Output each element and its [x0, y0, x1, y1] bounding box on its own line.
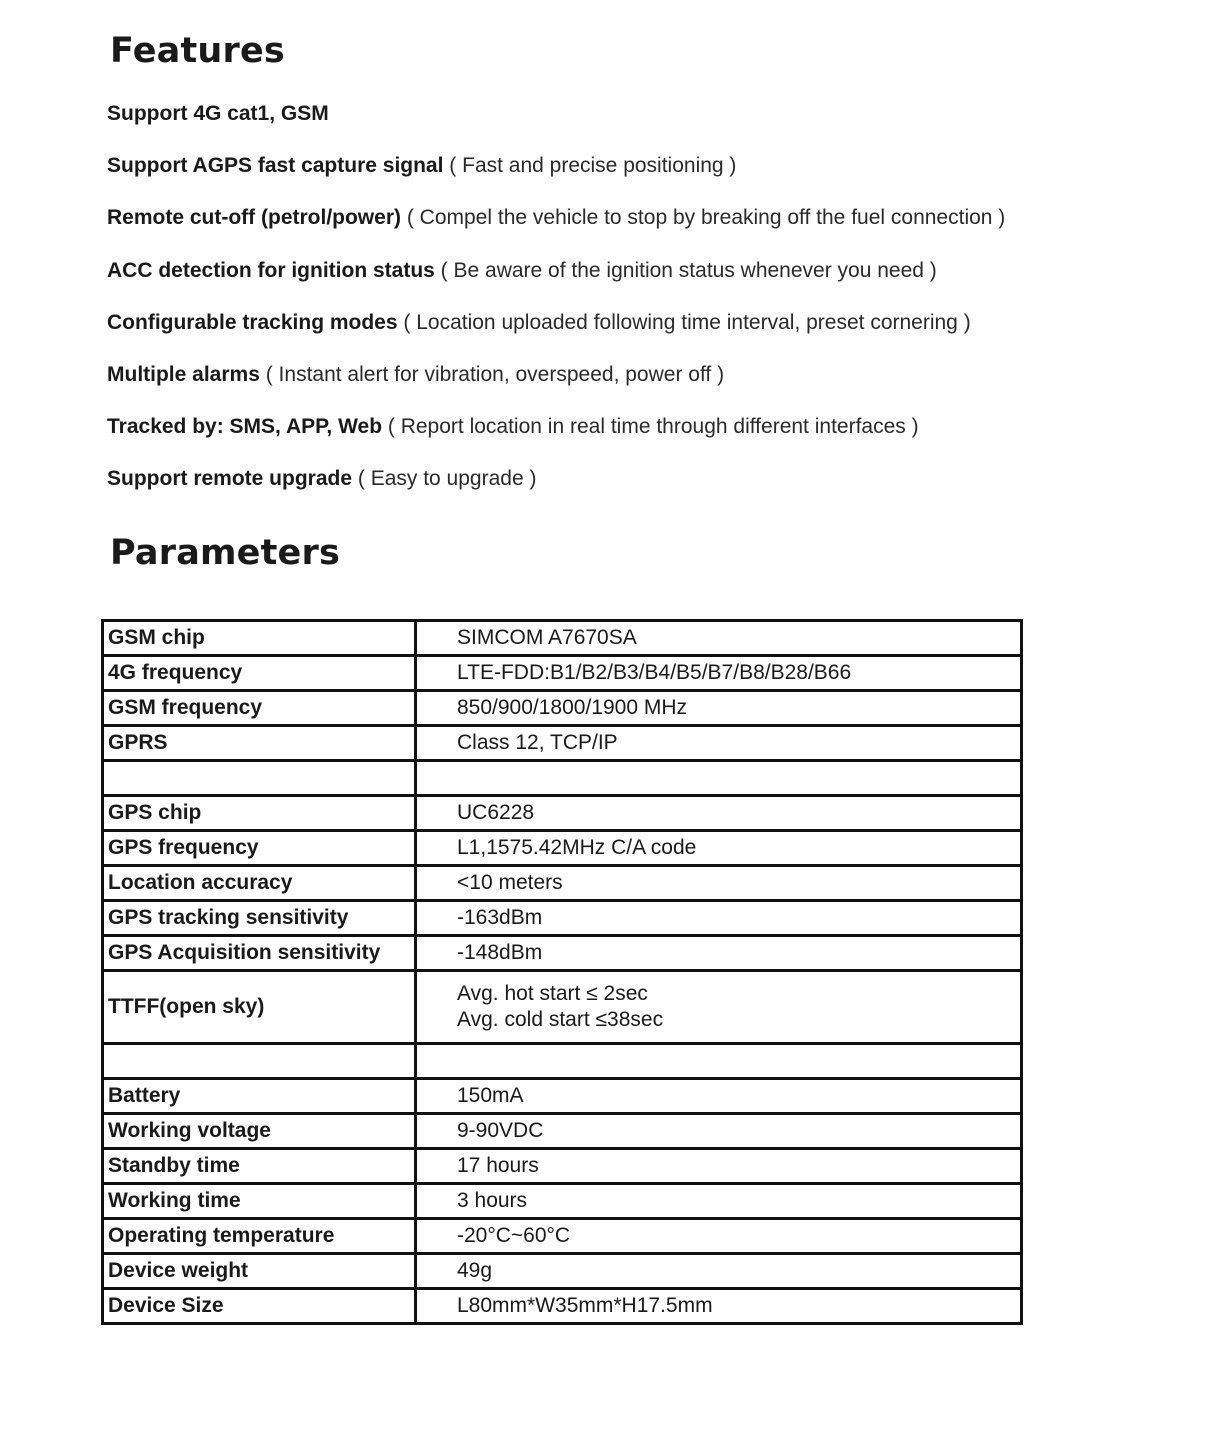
- parameter-value-line: SIMCOM A7670SA: [457, 626, 637, 649]
- feature-item: [107, 463, 1207, 515]
- parameter-row: [103, 1149, 1022, 1184]
- feature-description: ( Location uploaded following time interval, preset cornering ): [397, 310, 971, 334]
- parameter-value-line: 3 hours: [457, 1189, 528, 1212]
- parameter-value: [416, 866, 1022, 901]
- parameter-label: Device Size: [103, 1289, 416, 1324]
- parameter-row: [103, 691, 1022, 726]
- parameter-value-line: 49g: [457, 1259, 493, 1282]
- parameter-label: GSM frequency: [103, 691, 416, 726]
- parameter-value: [416, 796, 1022, 831]
- feature-description: ( Be aware of the ignition status whenever you need ): [434, 258, 937, 282]
- parameter-value: [416, 761, 1022, 796]
- parameter-row: [103, 761, 1022, 796]
- feature-item: [107, 255, 1207, 307]
- parameter-value-line: Avg. hot start ≤ 2sec: [457, 982, 648, 1005]
- parameter-label: Working time: [103, 1184, 416, 1219]
- parameter-value: [416, 901, 1022, 936]
- feature-item: [107, 359, 1207, 411]
- parameter-value: [416, 691, 1022, 726]
- parameters-heading: Parameters: [110, 533, 340, 573]
- feature-item: [107, 98, 1207, 150]
- parameter-value: [416, 1184, 1022, 1219]
- parameter-label: Operating temperature: [103, 1219, 416, 1254]
- parameter-value: [416, 1289, 1022, 1324]
- feature-description: ( Fast and precise positioning ): [443, 154, 737, 178]
- parameter-value-line: 150mA: [457, 1084, 524, 1107]
- parameter-value-line: Class 12, TCP/IP: [457, 731, 618, 754]
- parameter-value-line: LTE-FDD:B1/B2/B3/B4/B5/B7/B8/B28/B66: [457, 661, 852, 684]
- parameter-value: [416, 1114, 1022, 1149]
- feature-name: Multiple alarms: [107, 362, 260, 386]
- feature-item: [107, 411, 1207, 463]
- feature-name: Support remote upgrade: [107, 467, 353, 491]
- parameter-label: GPRS: [103, 726, 416, 761]
- parameter-value: [416, 936, 1022, 971]
- parameter-label: TTFF(open sky): [103, 971, 416, 1044]
- feature-description: ( Compel the vehicle to stop by breaking off the fuel connection ): [401, 206, 1006, 230]
- parameters-table: [101, 619, 1023, 1325]
- parameter-label: GSM chip: [103, 621, 416, 656]
- parameter-value: [416, 621, 1022, 656]
- parameter-label: GPS frequency: [103, 831, 416, 866]
- feature-name: Remote cut-off (petrol/power): [107, 206, 401, 230]
- parameter-row: [103, 1184, 1022, 1219]
- feature-name: ACC detection for ignition status: [107, 258, 435, 282]
- feature-list: [107, 98, 1207, 516]
- feature-name: Support 4G cat1, GSM: [107, 102, 329, 125]
- parameter-value: [416, 1079, 1022, 1114]
- parameter-label: GPS tracking sensitivity: [103, 901, 416, 936]
- parameter-label: Battery: [103, 1079, 416, 1114]
- parameter-row: [103, 1254, 1022, 1289]
- parameter-value-line: L80mm*W35mm*H17.5mm: [457, 1294, 713, 1317]
- parameter-value-line: UC6228: [457, 801, 535, 824]
- parameter-row: [103, 1079, 1022, 1114]
- parameter-value-line: <10 meters: [457, 871, 563, 894]
- parameter-row: [103, 726, 1022, 761]
- parameter-label: [103, 761, 416, 796]
- parameter-label: Device weight: [103, 1254, 416, 1289]
- feature-name: Tracked by: SMS, APP, Web: [107, 415, 383, 439]
- parameter-value: [416, 656, 1022, 691]
- parameter-value-line: -163dBm: [457, 906, 543, 929]
- parameter-value: [416, 1254, 1022, 1289]
- parameter-label: Location accuracy: [103, 866, 416, 901]
- feature-description: ( Report location in real time through different interfaces ): [382, 415, 919, 439]
- parameter-row: [103, 901, 1022, 936]
- parameter-value: [416, 831, 1022, 866]
- parameter-label: [103, 1044, 416, 1079]
- parameter-value-line: -20°C~60°C: [457, 1224, 571, 1247]
- parameter-row: [103, 1114, 1022, 1149]
- parameter-row: [103, 866, 1022, 901]
- parameter-value: [416, 726, 1022, 761]
- parameter-value-line: 9-90VDC: [457, 1119, 544, 1142]
- parameter-row: [103, 621, 1022, 656]
- parameter-row: [103, 1219, 1022, 1254]
- feature-description: ( Instant alert for vibration, overspeed, power off ): [259, 362, 725, 386]
- feature-name: Configurable tracking modes: [107, 310, 398, 334]
- parameter-value: [416, 1044, 1022, 1079]
- parameter-value-line: L1,1575.42MHz C/A code: [457, 836, 697, 859]
- parameter-row: [103, 656, 1022, 691]
- parameter-label: Working voltage: [103, 1114, 416, 1149]
- parameter-value-line: -148dBm: [457, 941, 543, 964]
- parameter-label: 4G frequency: [103, 656, 416, 691]
- feature-item: [107, 307, 1207, 359]
- parameter-row: [103, 936, 1022, 971]
- feature-description: ( Easy to upgrade ): [352, 467, 537, 491]
- parameter-row: [103, 796, 1022, 831]
- parameter-label: GPS Acquisition sensitivity: [103, 936, 416, 971]
- feature-item: [107, 150, 1207, 202]
- parameter-label: GPS chip: [103, 796, 416, 831]
- parameter-row: [103, 831, 1022, 866]
- parameter-value: [416, 971, 1022, 1044]
- parameter-value-line: 17 hours: [457, 1154, 539, 1177]
- parameter-value-line: 850/900/1800/1900 MHz: [457, 696, 688, 719]
- parameter-label: Standby time: [103, 1149, 416, 1184]
- features-heading: Features: [110, 31, 285, 71]
- parameter-value-line: Avg. cold start ≤38sec: [457, 1008, 664, 1031]
- parameter-row: [103, 1044, 1022, 1079]
- parameter-value: [416, 1219, 1022, 1254]
- parameter-row: [103, 1289, 1022, 1324]
- parameter-value: [416, 1149, 1022, 1184]
- parameter-row: [103, 971, 1022, 1044]
- feature-name: Support AGPS fast capture signal: [107, 154, 444, 178]
- feature-item: [107, 202, 1207, 254]
